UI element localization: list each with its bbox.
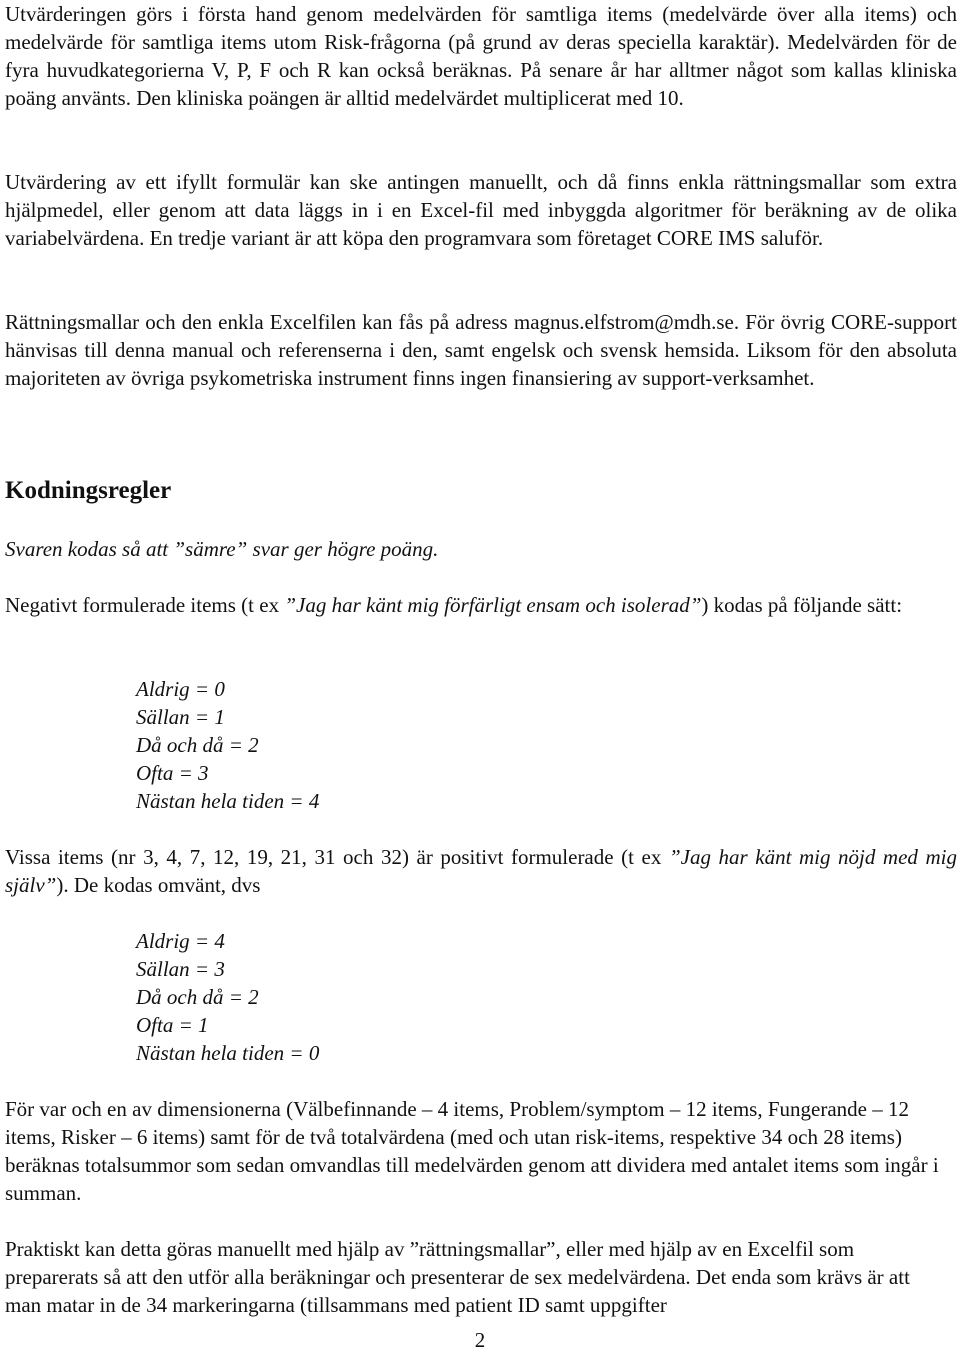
positive-intro-text-a: Vissa items (nr 3, 4, 7, 12, 19, 21, 31 och 32) är positivt formulerade (t ex [5,845,669,869]
page-number: 2 [474,1328,486,1352]
list-item: Sällan = 1 [136,705,225,729]
list-item: Ofta = 3 [136,761,209,785]
list-item: Då och då = 2 [136,985,259,1009]
list-item: Aldrig = 0 [136,677,225,701]
list-item: Nästan hela tiden = 0 [136,1041,320,1065]
paragraph-practical: Praktiskt kan detta göras manuellt med hjälp av ”rättningsmallar”, eller med hjälp av en Excelfil som preparerats så att den utför alla beräkningar och presenterar de sex medelvärdena. Det enda som krävs är att man matar in de 34 markeringarna (tillsammans med patient ID samt uppgifter [5,1237,910,1317]
positive-items-intro [5,843,957,899]
negative-coding-list [136,675,319,815]
negative-intro-example: ”Jag har känt mig förfärligt ensam och isolerad” [284,593,702,617]
paragraph-support: Rättningsmallar och den enkla Excelfilen kan fås på adress magnus.elfstrom@mdh.se. För övrig CORE-support hänvisas till denna manual och referenserna i den, samt engelsk och svensk hemsida. Liksom för den absoluta majoriteten av övriga psykometriska instrument finns ingen finansiering av support-verksamhet. [5,310,957,390]
list-item: Sällan = 3 [136,957,225,981]
list-item: Ofta = 1 [136,1013,209,1037]
paragraph-dimensions: För var och en av dimensionerna (Välbefinnande – 4 items, Problem/symptom – 12 items, Fungerande – 12 items, Risker – 6 items) samt för de två totalvärdena (med och utan risk-items, respektive 34 och 28 items) beräknas totalsummor som sedan omvandlas till medelvärden genom att dividera med antalet items som ingår i summan. [5,1097,939,1205]
negative-intro-text-b: ) kodas på följande sätt: [701,593,903,617]
positive-coding-list [136,927,319,1067]
list-item: Nästan hela tiden = 4 [136,789,320,813]
paragraph-manual-evaluation: Utvärdering av ett ifyllt formulär kan ske antingen manuellt, och då finns enkla rättningsmallar som extra hjälpmedel, eller genom att data läggs in i en Excel-fil med inbyggda algoritmer för beräkning av de olika variabelvärdena. En tredje variant är att köpa den programvara som företaget CORE IMS saluför. [5,170,957,250]
positive-intro-text-b: ). De kodas omvänt, dvs [56,873,261,897]
paragraph-evaluation: Utvärderingen görs i första hand genom medelvärden för samtliga items (medelvärde över alla items) och medelvärde för samtliga items utom Risk-frågorna (på grund av deras speciella karaktär). Medelvärden för de fyra huvudkategorierna V, P, F och R kan också beräknas. På senare år har alltmer något som kallas kliniska poäng använts. Den kliniska poängen är alltid medelvärdet multiplicerat med 10. [5,2,957,110]
section-heading: Kodningsregler [5,477,172,504]
list-item: Aldrig = 4 [136,929,225,953]
negative-intro-text-a: Negativt formulerade items (t ex [5,593,285,617]
list-item: Då och då = 2 [136,733,259,757]
negative-items-intro [5,591,935,619]
coding-rule: Svaren kodas så att ”sämre” svar ger högre poäng. [5,537,439,561]
positive-intro-example: ”Jag har känt mig nöjd med mig själv” [5,845,957,897]
